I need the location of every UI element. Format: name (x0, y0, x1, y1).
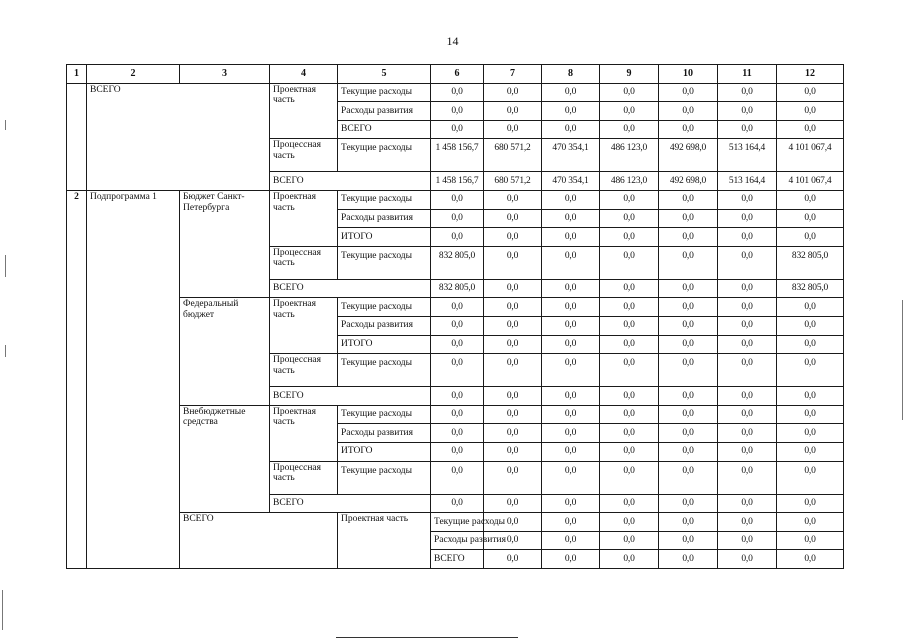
table-row (67, 83, 844, 102)
value-cell: 0,0 (718, 494, 777, 513)
part-label: Процессная часть (270, 461, 338, 494)
value-cell: 0,0 (659, 513, 718, 532)
value-cell: 0,0 (431, 190, 484, 209)
value-cell: 0,0 (484, 354, 542, 387)
value-cell: 0,0 (600, 531, 659, 550)
value-cell: 0,0 (718, 190, 777, 209)
value-cell: 1 458 156,7 (431, 172, 484, 191)
value-cell: 0,0 (542, 513, 600, 532)
column-number: 3 (180, 65, 270, 84)
value-cell: 0,0 (777, 354, 844, 387)
column-number: 11 (718, 65, 777, 84)
value-cell: 0,0 (542, 550, 600, 569)
value-cell: 0,0 (777, 120, 844, 139)
value-cell: 0,0 (777, 442, 844, 461)
subtotal-title: ВСЕГО (180, 513, 338, 569)
value-cell: 0,0 (600, 298, 659, 317)
value-cell: 0,0 (484, 531, 542, 550)
value-cell: 0,0 (600, 424, 659, 443)
value-cell: 0,0 (484, 550, 542, 569)
value-cell: 0,0 (542, 461, 600, 494)
value-cell: 0,0 (542, 102, 600, 121)
scan-mark (5, 255, 6, 277)
value-cell: 0,0 (718, 461, 777, 494)
value-cell: 0,0 (542, 335, 600, 354)
value-cell: 513 164,4 (718, 172, 777, 191)
value-cell: 0,0 (600, 246, 659, 279)
value-cell: 0,0 (718, 316, 777, 335)
value-cell: 0,0 (659, 228, 718, 247)
value-cell: 680 571,2 (484, 172, 542, 191)
value-cell: 0,0 (600, 550, 659, 569)
column-number: 7 (484, 65, 542, 84)
value-cell: 0,0 (659, 246, 718, 279)
column-number: 12 (777, 65, 844, 84)
part-label: Процессная часть (270, 139, 338, 172)
value-cell: 0,0 (431, 387, 484, 406)
value-cell: 0,0 (777, 513, 844, 532)
value-cell: 0,0 (542, 279, 600, 298)
value-cell: 0,0 (659, 190, 718, 209)
expense-type: Расходы развития (338, 316, 431, 335)
value-cell: 0,0 (431, 354, 484, 387)
part-label: Проектная часть (270, 298, 338, 354)
expense-type: Текущие расходы (338, 405, 431, 424)
value-cell: 0,0 (659, 279, 718, 298)
value-cell: 0,0 (542, 228, 600, 247)
value-cell: 0,0 (600, 461, 659, 494)
column-number: 8 (542, 65, 600, 84)
expense-type: Текущие расходы (338, 246, 431, 279)
expense-type: Расходы развития (338, 209, 431, 228)
header-row (67, 65, 844, 84)
value-cell: 0,0 (600, 228, 659, 247)
value-cell: 0,0 (484, 461, 542, 494)
column-number: 4 (270, 65, 338, 84)
value-cell: 0,0 (431, 83, 484, 102)
value-cell: 0,0 (484, 316, 542, 335)
expense-type: Текущие расходы (338, 190, 431, 209)
value-cell: 0,0 (600, 120, 659, 139)
expense-type: ВСЕГО (431, 550, 484, 569)
column-number: 1 (67, 65, 87, 84)
value-cell: 486 123,0 (600, 172, 659, 191)
value-cell: 513 164,4 (718, 139, 777, 172)
value-cell: 4 101 067,4 (777, 139, 844, 172)
value-cell: 0,0 (484, 424, 542, 443)
value-cell: 0,0 (718, 228, 777, 247)
value-cell: 0,0 (431, 461, 484, 494)
value-cell: 0,0 (600, 83, 659, 102)
column-number: 5 (338, 65, 431, 84)
budget-table (66, 64, 844, 569)
value-cell: 0,0 (484, 494, 542, 513)
table-row (67, 405, 844, 424)
value-cell: 0,0 (484, 335, 542, 354)
value-cell: 0,0 (484, 228, 542, 247)
value-cell: 0,0 (777, 531, 844, 550)
value-cell: 0,0 (777, 102, 844, 121)
funding-source: Федеральный бюджет (180, 298, 270, 405)
expense-type: ИТОГО (338, 442, 431, 461)
value-cell: 0,0 (600, 209, 659, 228)
row-number: 2 (67, 190, 87, 568)
value-cell: 0,0 (542, 190, 600, 209)
value-cell: 0,0 (431, 120, 484, 139)
value-cell: 0,0 (542, 120, 600, 139)
column-number: 2 (87, 65, 180, 84)
expense-type: ИТОГО (338, 335, 431, 354)
expense-type: Расходы развития (338, 102, 431, 121)
part-label: Проектная часть (270, 83, 338, 139)
value-cell: 0,0 (659, 354, 718, 387)
value-cell: 0,0 (600, 316, 659, 335)
column-number: 9 (600, 65, 659, 84)
value-cell: 4 101 067,4 (777, 172, 844, 191)
part-label: Процессная часть (270, 246, 338, 279)
expense-type: Расходы развития (338, 424, 431, 443)
value-cell: 0,0 (718, 209, 777, 228)
value-cell: 0,0 (777, 424, 844, 443)
value-cell: 0,0 (659, 531, 718, 550)
funding-source: Внебюджетные средства (180, 405, 270, 512)
expense-type: Текущие расходы (338, 83, 431, 102)
value-cell: 0,0 (718, 83, 777, 102)
expense-type: Текущие расходы (338, 139, 431, 172)
value-cell: 0,0 (777, 550, 844, 569)
value-cell: 492 698,0 (659, 139, 718, 172)
part-label: Процессная часть (270, 354, 338, 387)
value-cell: 0,0 (659, 387, 718, 406)
value-cell: 0,0 (718, 405, 777, 424)
value-cell: 680 571,2 (484, 139, 542, 172)
value-cell: 0,0 (484, 246, 542, 279)
value-cell: 492 698,0 (659, 172, 718, 191)
column-number: 10 (659, 65, 718, 84)
value-cell: 0,0 (600, 387, 659, 406)
value-cell: 0,0 (484, 279, 542, 298)
value-cell: 0,0 (484, 120, 542, 139)
value-cell: 0,0 (431, 102, 484, 121)
value-cell: 0,0 (542, 354, 600, 387)
value-cell: 0,0 (659, 550, 718, 569)
value-cell: 0,0 (542, 316, 600, 335)
value-cell: 1 458 156,7 (431, 139, 484, 172)
value-cell: 486 123,0 (600, 139, 659, 172)
expense-type: Текущие расходы (338, 298, 431, 317)
value-cell: 0,0 (542, 405, 600, 424)
value-cell: 0,0 (777, 209, 844, 228)
expense-type: Расходы развития (431, 531, 484, 550)
part-label: Проектная часть (270, 190, 338, 246)
value-cell: 0,0 (659, 424, 718, 443)
total-label: ВСЕГО (270, 172, 431, 191)
value-cell: 0,0 (718, 550, 777, 569)
scan-mark (5, 345, 6, 357)
value-cell: 0,0 (718, 120, 777, 139)
value-cell: 0,0 (484, 298, 542, 317)
value-cell: 0,0 (659, 209, 718, 228)
value-cell: 0,0 (542, 246, 600, 279)
value-cell: 0,0 (718, 335, 777, 354)
value-cell: 0,0 (431, 335, 484, 354)
value-cell: 0,0 (431, 405, 484, 424)
value-cell: 0,0 (600, 354, 659, 387)
part-label: Проектная часть (270, 405, 338, 461)
value-cell: 0,0 (659, 442, 718, 461)
value-cell: 0,0 (431, 228, 484, 247)
page-number: 14 (446, 34, 459, 48)
value-cell: 0,0 (431, 298, 484, 317)
value-cell: 0,0 (718, 279, 777, 298)
value-cell: 0,0 (718, 298, 777, 317)
value-cell: 0,0 (659, 405, 718, 424)
value-cell: 0,0 (431, 494, 484, 513)
value-cell: 0,0 (600, 102, 659, 121)
table-row (67, 190, 844, 209)
value-cell: 0,0 (484, 442, 542, 461)
value-cell: 0,0 (659, 120, 718, 139)
value-cell: 832 805,0 (777, 279, 844, 298)
value-cell: 0,0 (542, 83, 600, 102)
expense-type: ИТОГО (338, 228, 431, 247)
value-cell: 0,0 (600, 279, 659, 298)
value-cell: 0,0 (431, 316, 484, 335)
value-cell: 0,0 (777, 387, 844, 406)
expense-type: Текущие расходы (431, 513, 484, 532)
row-number (67, 83, 87, 190)
value-cell: 0,0 (542, 531, 600, 550)
value-cell: 0,0 (484, 102, 542, 121)
value-cell: 0,0 (659, 461, 718, 494)
value-cell: 0,0 (718, 246, 777, 279)
value-cell: 0,0 (542, 209, 600, 228)
total-label: ВСЕГО (270, 494, 431, 513)
value-cell: 0,0 (718, 442, 777, 461)
expense-type: Текущие расходы (338, 354, 431, 387)
value-cell: 0,0 (484, 83, 542, 102)
value-cell: 0,0 (659, 335, 718, 354)
value-cell: 0,0 (600, 494, 659, 513)
funding-source: Бюджет Санкт-Петербурга (180, 190, 270, 297)
value-cell: 0,0 (777, 461, 844, 494)
value-cell: 0,0 (777, 298, 844, 317)
value-cell: 0,0 (431, 209, 484, 228)
value-cell: 0,0 (542, 494, 600, 513)
value-cell: 0,0 (718, 102, 777, 121)
value-cell: 0,0 (659, 494, 718, 513)
value-cell: 0,0 (542, 298, 600, 317)
value-cell: 470 354,1 (542, 139, 600, 172)
value-cell: 0,0 (484, 513, 542, 532)
value-cell: 0,0 (484, 405, 542, 424)
value-cell: 0,0 (542, 442, 600, 461)
value-cell: 0,0 (718, 424, 777, 443)
column-number: 6 (431, 65, 484, 84)
total-label: ВСЕГО (270, 279, 431, 298)
value-cell: 0,0 (484, 387, 542, 406)
subprogram-label: Подпрограмма 1 (87, 190, 180, 568)
value-cell: 832 805,0 (777, 246, 844, 279)
table-row (67, 298, 844, 317)
value-cell: 0,0 (600, 335, 659, 354)
value-cell: 0,0 (484, 190, 542, 209)
value-cell: 0,0 (777, 494, 844, 513)
value-cell: 0,0 (542, 424, 600, 443)
value-cell: 0,0 (600, 442, 659, 461)
expense-type: Текущие расходы (338, 461, 431, 494)
value-cell: 0,0 (484, 209, 542, 228)
row-title: ВСЕГО (87, 83, 270, 190)
value-cell: 832 805,0 (431, 246, 484, 279)
expense-type: ВСЕГО (338, 120, 431, 139)
value-cell: 0,0 (542, 387, 600, 406)
value-cell: 0,0 (659, 102, 718, 121)
value-cell: 0,0 (600, 513, 659, 532)
scan-mark (5, 120, 6, 130)
value-cell: 0,0 (718, 513, 777, 532)
value-cell: 0,0 (659, 83, 718, 102)
value-cell: 0,0 (777, 316, 844, 335)
value-cell: 0,0 (600, 190, 659, 209)
value-cell: 0,0 (777, 190, 844, 209)
footer-rule (336, 637, 518, 638)
part-label: Проектная часть (338, 513, 431, 569)
scan-mark (2, 590, 3, 630)
total-label: ВСЕГО (270, 387, 431, 406)
value-cell: 0,0 (431, 442, 484, 461)
value-cell: 0,0 (600, 405, 659, 424)
value-cell: 0,0 (777, 228, 844, 247)
value-cell: 0,0 (659, 298, 718, 317)
value-cell: 0,0 (718, 531, 777, 550)
value-cell: 0,0 (777, 83, 844, 102)
value-cell: 0,0 (718, 354, 777, 387)
value-cell: 470 354,1 (542, 172, 600, 191)
table-row (67, 513, 844, 532)
scan-mark (902, 300, 903, 420)
value-cell: 0,0 (659, 316, 718, 335)
value-cell: 0,0 (431, 424, 484, 443)
value-cell: 0,0 (777, 335, 844, 354)
value-cell: 832 805,0 (431, 279, 484, 298)
value-cell: 0,0 (718, 387, 777, 406)
value-cell: 0,0 (777, 405, 844, 424)
